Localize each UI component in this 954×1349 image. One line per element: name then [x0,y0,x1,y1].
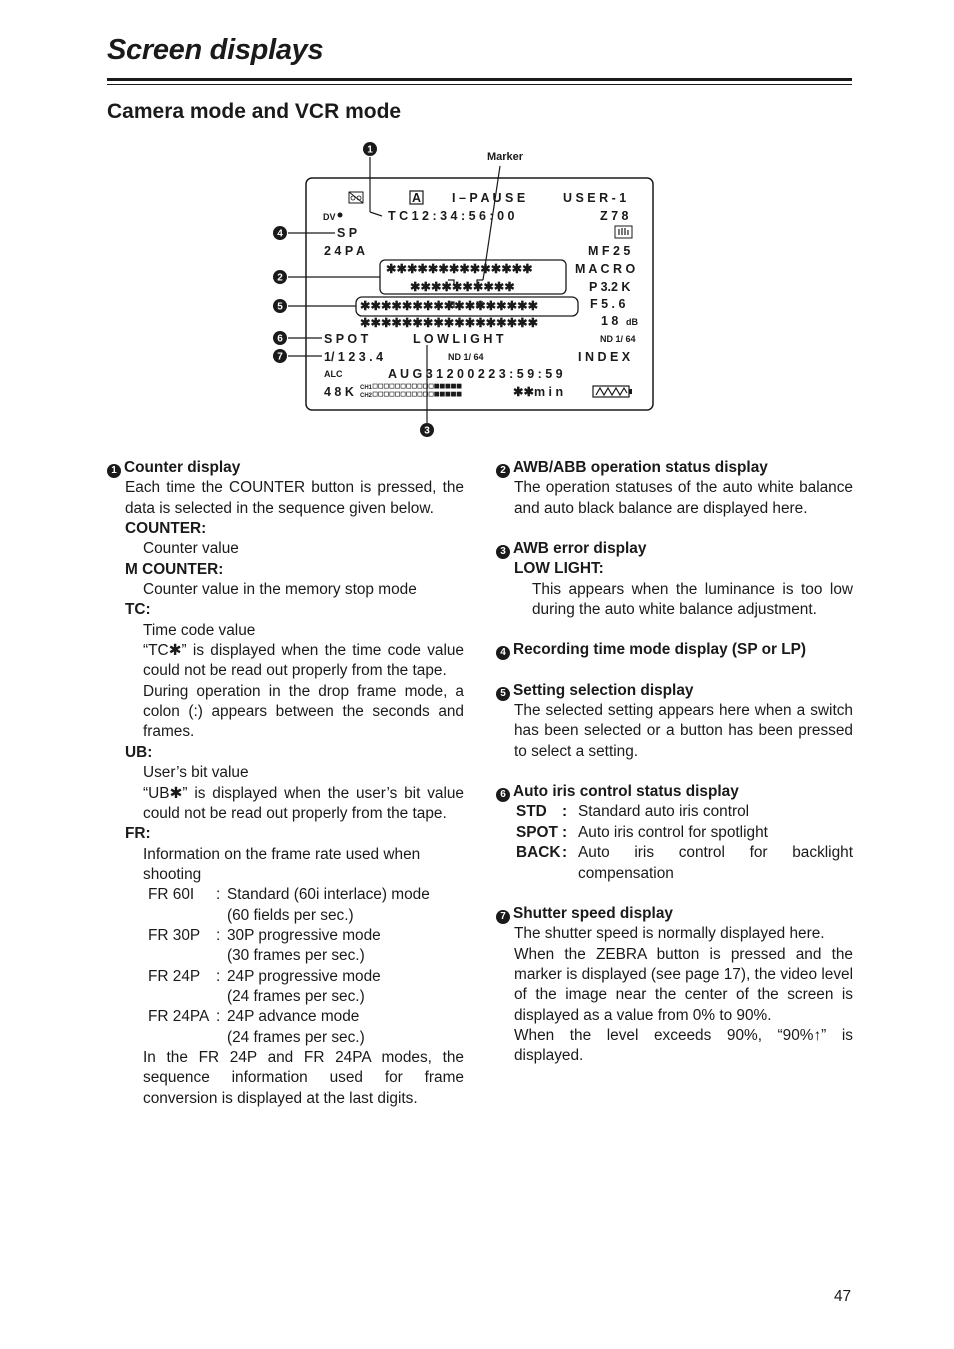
osd-nd-2: ND 1/ 64 [448,352,484,362]
osd-stars-row8: ✱✱✱✱✱✱✱✱✱✱✱✱✱✱✱✱✱ [360,316,539,330]
osd-white-balance: P 3.2 K [589,280,631,294]
section-2-heading [496,458,853,478]
mcounter-value: Counter value in the memory stop mode [143,581,417,599]
iris-mode-table [496,802,853,883]
fr-row [143,1007,464,1027]
iris-sep: : [562,844,568,862]
osd-zoom: Z 7 8 [600,209,629,223]
audio-meter-segment [451,384,455,388]
section-6-title: Auto iris control status display [513,783,739,801]
section-6-heading [496,782,853,802]
auto-mode-label: A [412,191,422,205]
audio-meter-segment [457,392,461,396]
section-1-heading [107,458,464,478]
fr-key: FR 30P [148,926,201,944]
battery-icon [593,386,632,397]
iris-desc: Standard auto iris control [578,803,750,821]
fr-row [143,885,464,905]
section-5-text: The selected setting appears here when a switch has been selected or a button has been pressed to select a setting. [514,702,853,760]
section-4-heading [496,640,853,660]
osd-dv: DV [323,212,336,222]
section-4-title: Recording time mode display (SP or LP) [513,641,807,659]
section-7-heading [496,904,853,924]
tc-note-1: “TC✱” is displayed when the time code value could not be read out properly from the tape. [143,642,464,680]
audio-meter-segment [395,384,399,388]
callout-7 [273,349,287,363]
audio-meter-segment [390,392,394,396]
callout-2 [273,270,287,284]
section-7-title: Shutter speed display [513,904,673,922]
fr-row [143,926,464,946]
audio-meter-segment [401,392,405,396]
osd-ch2: CH2 [360,393,373,399]
iris-row [516,843,853,884]
osd-gain-unit: dB [626,317,638,327]
audio-meter-segment [429,392,433,396]
title-rule-thick [107,78,852,81]
iris-sep: : [562,803,568,821]
iris-row [516,802,853,822]
mcounter-label: M COUNTER: [125,560,224,578]
fr-rate: (60 fields per sec.) [227,906,354,924]
svg-text:2: 2 [277,272,283,284]
fr-sep: : [216,1008,221,1026]
osd-user: U S E R - 1 [563,191,627,205]
right-column [496,458,853,1067]
callout-badge-2: 2 [496,464,510,478]
audio-meter-segment [412,384,416,388]
tape-icon [349,192,363,203]
callout-5 [273,299,287,313]
osd-alc: ALC [324,369,343,379]
callout-badge-7: 7 [496,910,510,924]
callout-1 [363,142,377,156]
section-7-text-2: When the ZEBRA button is pressed and the marker is displayed (see page 17), the video level of the image near the center of the screen is displayed as a value from 0% to 90%. [514,945,853,1024]
iris-key: SPOT [516,823,558,841]
osd-macro: M A C R O [575,262,636,276]
audio-meter-segment [435,392,439,396]
fr-desc: 30P progressive mode [227,926,381,944]
counter-value: Counter value [143,540,239,558]
fr-label: FR: [125,825,151,843]
audio-meter-segment [440,392,444,396]
stabilizer-icon [615,226,632,238]
audio-meter-segment [412,392,416,396]
iris-desc: Auto iris control for backlight compensation [578,844,853,882]
svg-text:4: 4 [277,228,283,240]
osd-nd-1: ND 1/ 64 [600,334,636,344]
audio-meter-segment [446,384,450,388]
fr-note: In the FR 24P and FR 24PA modes, the sequence information used for frame conversion is displayed at the last digits. [143,1048,464,1107]
audio-meter-segment [401,384,405,388]
fr-rate: (24 frames per sec.) [227,987,365,1005]
section-7-text-1: The shutter speed is normally displayed here. [514,925,825,943]
fr-sep: : [216,926,221,944]
fr-desc: Standard (60i interlace) mode [227,886,430,904]
osd-iris: F 5 . 6 [590,297,626,311]
section-7-text-3: When the level exceeds 90%, “90%↑” is displayed. [514,1026,853,1065]
section-2-text: The operation statuses of the auto white balance and auto black balance are displayed here. [514,479,853,517]
fr-key: FR 60I [148,886,195,904]
osd-date-time: A U G 3 1 2 0 0 2 2 3 : 5 9 : 5 9 [388,367,563,381]
svg-text:1: 1 [367,144,373,156]
audio-meter-segment [373,392,377,396]
osd-audio-rate: 4 8 K [324,385,354,399]
marker-label: Marker [487,151,524,163]
audio-meter-segment [446,392,450,396]
osd-awb-stars-2: ✱✱✱✱✱✱✱✱✱✱ [410,280,515,294]
osd-focus: M F 2 5 [588,244,631,258]
fr-intro: Information on the frame rate used when shooting [143,845,421,883]
audio-meter-segment [379,392,383,396]
section-3-text: This appears when the luminance is too low during the auto white balance adjustment. [532,580,853,619]
osd-mode: I – P A U S E [452,191,526,205]
fr-sep: : [216,886,221,904]
section-5-heading [496,681,853,701]
osd-remaining: ✱✱m i n [513,385,564,399]
audio-meter-segment [418,384,422,388]
osd-gain: 1 8 [601,314,619,328]
section-2-title: AWB/ABB operation status display [513,459,768,476]
fr-rate: (30 frames per sec.) [227,947,365,965]
osd-low-light: L O W L I G H T [413,332,504,346]
tc-value: Time code value [143,621,256,639]
audio-meter-segment [384,384,388,388]
ub-value: User’s bit value [143,764,249,782]
fr-key: FR 24P [148,967,201,985]
section-1-title: Counter display [124,459,241,476]
osd-setting-stars: ✱✱✱✱✱✱✱✱✱✱✱✱✱✱✱✱✱ [360,299,539,313]
tc-note-2: During operation in the drop frame mode, a colon (:) appears between the seconds and frames. [143,682,464,741]
fr-desc: 24P advance mode [227,1008,360,1026]
callout-3 [420,423,434,437]
svg-text:3: 3 [424,425,430,437]
low-light-label: LOW LIGHT: [514,560,604,578]
audio-meter-segment [440,384,444,388]
ub-label: UB: [125,743,153,761]
audio-meter-segment [407,384,411,388]
section-3-title: AWB error display [513,540,647,558]
audio-meter-segment [379,384,383,388]
audio-meter-segment [373,384,377,388]
tc-label: TC: [125,601,151,619]
frame-rate-table [143,885,464,1048]
audio-meter-segment [418,392,422,396]
fr-rate: (24 frames per sec.) [227,1028,365,1046]
section-1-intro: Each time the COUNTER button is pressed, the data is selected in the sequence given below. [125,479,464,517]
osd-frame-rate: 2 4 P A [324,244,365,258]
page-title: Screen displays [107,34,324,66]
osd-awb-stars-1: ✱✱✱✱✱✱✱✱✱✱✱✱✱✱ [386,262,533,276]
osd-ch1: CH1 [360,385,373,391]
audio-meter-segment [390,384,394,388]
iris-row [516,823,853,843]
audio-meter-segment [395,392,399,396]
osd-timecode: T C 1 2 : 3 4 : 5 6 : 0 0 [388,209,515,223]
page-number: 47 [834,1288,852,1305]
callout-badge-1: 1 [107,464,121,478]
section-5-title: Setting selection display [513,681,694,699]
osd-index: I N D E X [578,350,631,364]
iris-desc: Auto iris control for spotlight [578,823,768,841]
audio-meter-segment [435,384,439,388]
iris-key: BACK [516,844,561,862]
svg-text:6: 6 [277,333,283,345]
fr-desc: 24P progressive mode [227,967,381,985]
audio-level-meters [373,384,461,396]
section-3-heading [496,539,853,559]
osd-sp: S P [337,226,358,240]
audio-meter-segment [429,384,433,388]
osd-shutter: 1/ 1 2 3 . 4 [324,350,384,364]
title-rule-thin [107,84,852,85]
callout-badge-4: 4 [496,646,510,660]
section-title: Camera mode and VCR mode [107,100,402,123]
viewfinder-diagram [270,140,670,445]
counter-label: COUNTER: [125,520,207,538]
callout-badge-5: 5 [496,687,510,701]
callout-badge-3: 3 [496,545,510,559]
callout-4 [273,226,287,240]
osd-iris-mode: S P O T [324,332,369,346]
audio-meter-segment [407,392,411,396]
svg-text:7: 7 [277,351,283,363]
iris-sep: : [562,823,568,841]
ub-note: “UB✱” is displayed when the user’s bit value could not be read out properly from the tape. [143,784,464,822]
audio-meter-segment [457,384,461,388]
iris-key: STD [516,803,547,821]
left-column [107,458,464,1109]
rec-dot [338,213,343,218]
fr-sep: : [216,967,221,985]
fr-row [143,967,464,987]
callout-badge-6: 6 [496,788,510,802]
audio-meter-segment [451,392,455,396]
callout-6 [273,331,287,345]
audio-meter-segment [384,392,388,396]
fr-key: FR 24PA [148,1008,210,1026]
svg-text:5: 5 [277,301,283,313]
